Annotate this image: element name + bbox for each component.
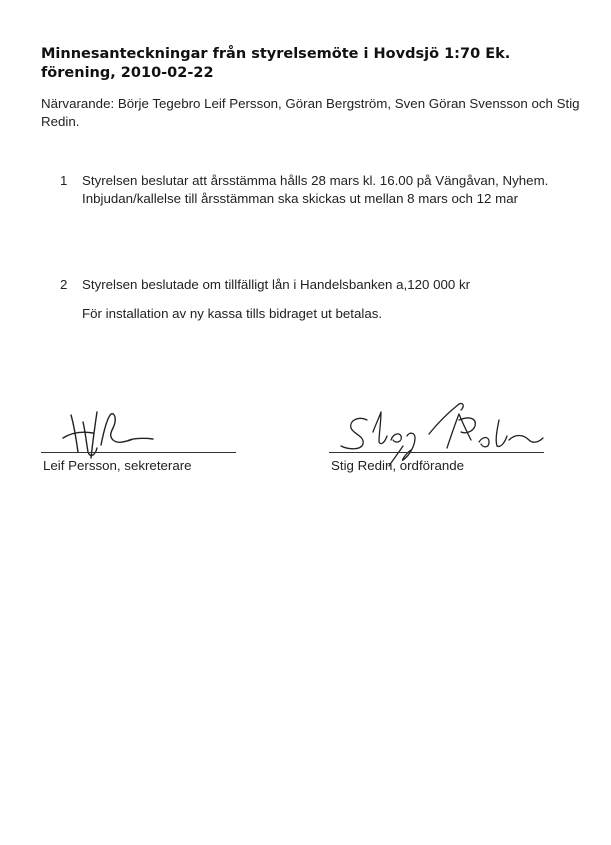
item-line: Styrelsen beslutade om tillfälligt lån i Handelsbanken a,120 000 kr (82, 277, 471, 292)
item-number: 2 (60, 277, 68, 292)
item-line: För installation av ny kassa tills bidraget ut betalas. (82, 306, 383, 321)
signature-line (329, 452, 544, 453)
document-title: Minnesanteckningar från styrelsemöte i Hovdsjö 1:70 Ek. förening, 2010-02-22 (41, 46, 511, 81)
signature-label: Leif Persson, sekreterare (43, 458, 192, 473)
item-body (82, 172, 587, 208)
signature-label: Stig Redin, ordförande (331, 458, 465, 473)
attendees-text: Närvarande: Börje Tegebro Leif Persson, Göran Bergström, Sven Göran Svensson och Stig Redin. (41, 96, 580, 129)
handwritten-signature (41, 400, 241, 460)
signature-block-secretary (41, 400, 241, 475)
item-body (82, 276, 587, 323)
signature-line (41, 452, 236, 453)
item-number: 1 (60, 173, 68, 188)
item-line: Styrelsen beslutar att årsstämma hålls 28 mars kl. 16.00 på Vängåvan, Nyhem. (82, 173, 549, 188)
signature-block-chairman (329, 390, 559, 475)
item-line: Inbjudan/kallelse till årsstämman ska skickas ut mellan 8 mars och 12 mar (82, 191, 519, 206)
